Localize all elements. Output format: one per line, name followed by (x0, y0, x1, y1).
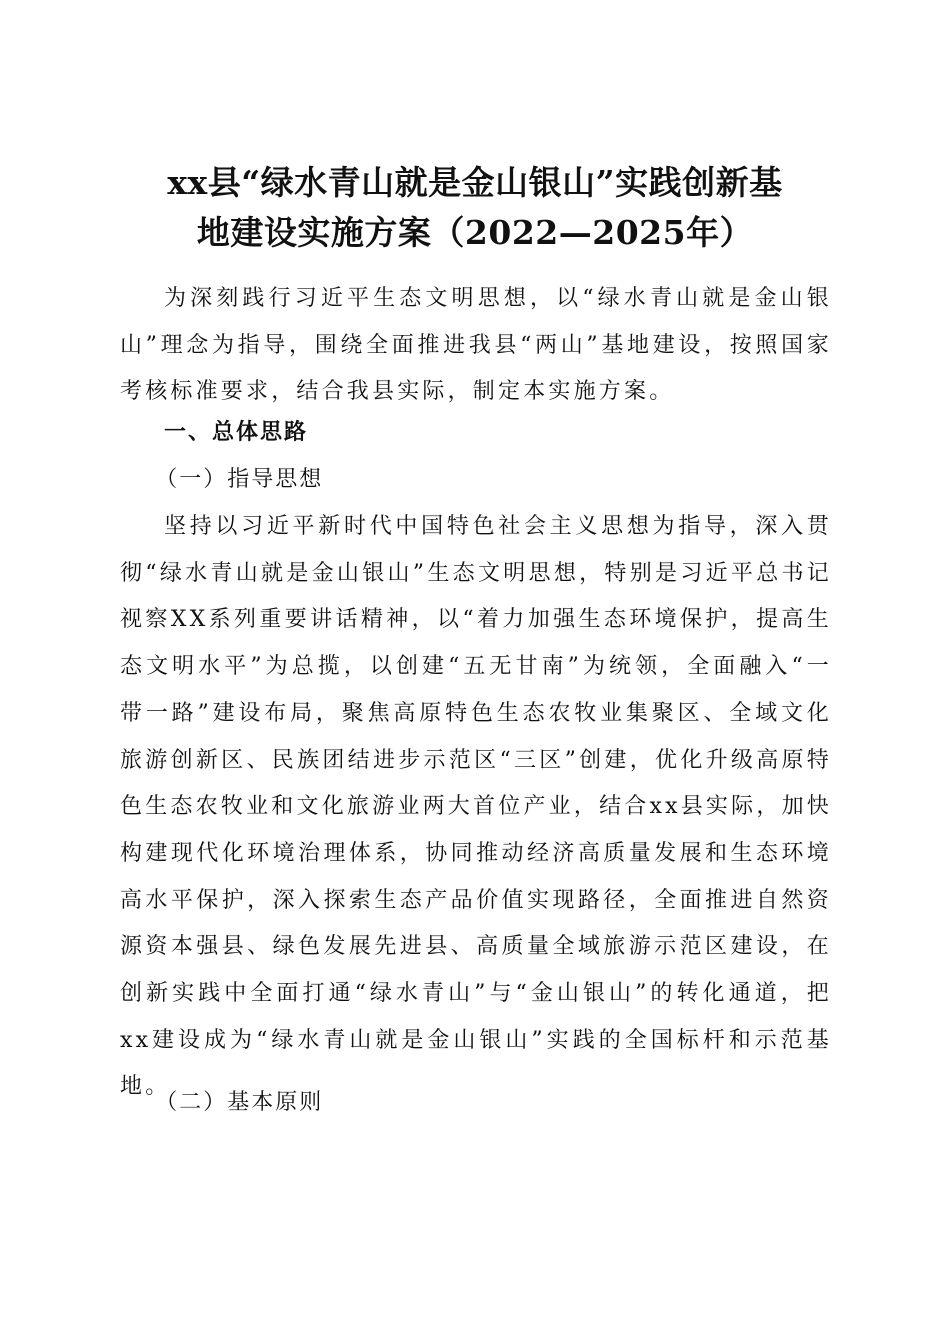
subsection-heading-guiding-thought: （一）指导思想 (155, 466, 324, 492)
title-line-1: xx县“绿水青山就是金山银山”实践创新基 (167, 163, 783, 203)
document-title (70, 158, 880, 258)
section-heading-overall-approach: 一、总体思路 (164, 420, 309, 445)
intro-block (120, 276, 832, 416)
section-1-heading-block (120, 410, 832, 503)
intro-paragraph: 为深刻践行习近平生态文明思想，以“绿水青山就是金山银山”理念为指导，围绕全面推进我县“两山”基地建设，按照国家考核标准要求，结合我县实际，制定本实施方案。 (120, 286, 832, 405)
subsection-heading-basic-principles: （二）基本原则 (155, 1090, 324, 1115)
guiding-thought-block (120, 504, 832, 1111)
guiding-thought-paragraph: 坚持以习近平新时代中国特色社会主义思想为指导，深入贯彻“绿水青山就是金山银山”生态文明思想，特别是习近平总书记视察XX系列重要讲话精神，以“着力加强生态环境保护，提高生态文明水平”为总揽，以创建“五无甘南”为统领，全面融入“一带一路”建设布局，聚焦高原特色生态农牧业集聚区、全域文化旅游创新区、民族团结进步示范区“三区”创建，优化升级高原特色生态农牧业和文化旅游业两大首位产业，结合xx县实际，加快构建现代化环境治理体系，协同推动经济高质量发展和生态环境高水平保护，深入探索生态产品价值实现路径，全面推进自然资源资本强县、绿色发展先进县、高质量全域旅游示范区建设，在创新实践中全面打通“绿水青山”与“金山银山”的转化通道，把xx建设成为“绿水青山就是金山银山”实践的全国标杆和示范基地。 (120, 514, 832, 1100)
title-line-2: 地建设实施方案（2022—2025年） (196, 213, 754, 253)
basic-principles-block (120, 1080, 832, 1127)
